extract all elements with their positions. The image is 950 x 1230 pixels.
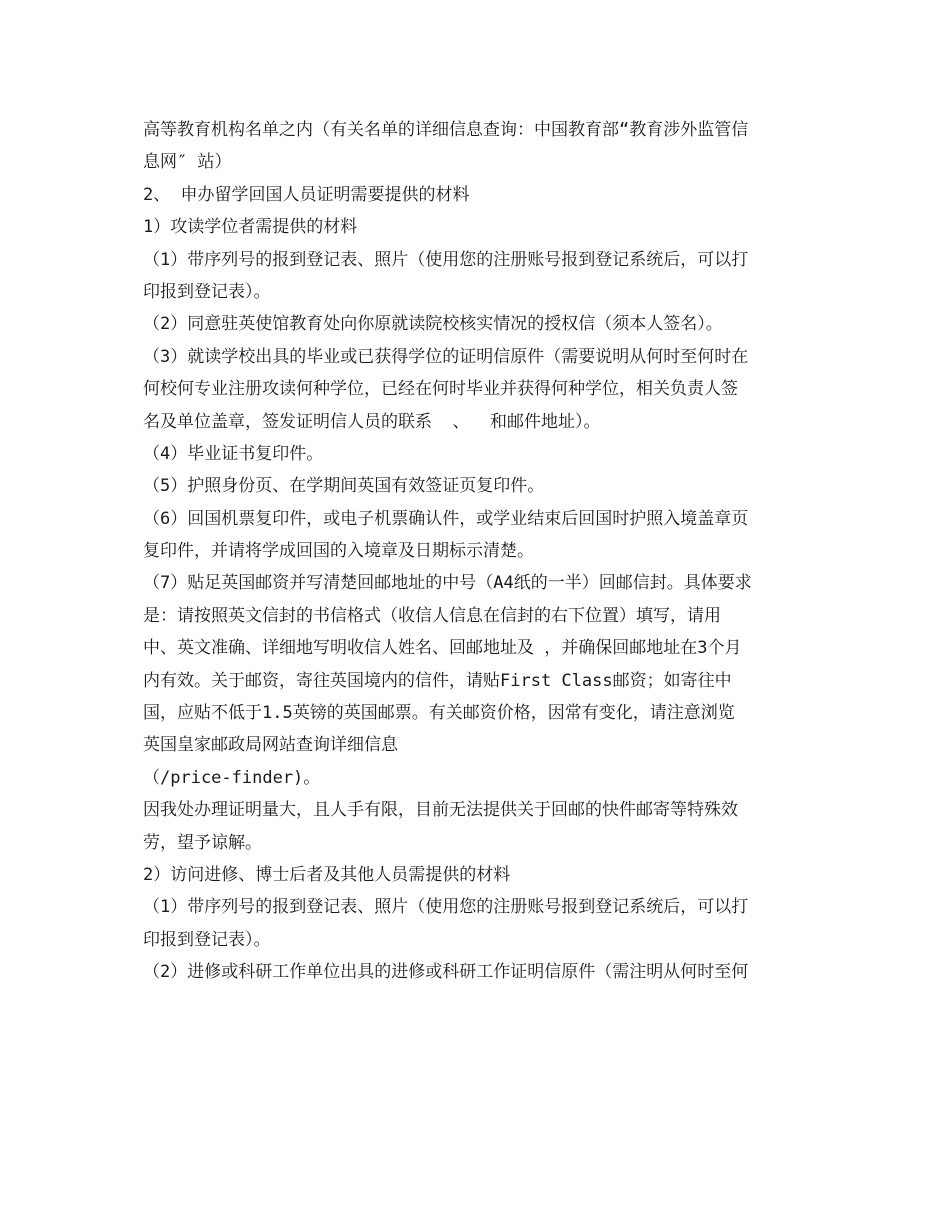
text-line: （1）带序列号的报到登记表、照片（使用您的注册账号报到登记系统后，可以打 — [143, 249, 749, 270]
text-line: （1）带序列号的报到登记表、照片（使用您的注册账号报到登记系统后，可以打 — [143, 897, 749, 918]
text-line: 国，应贴不低于1.5英镑的英国邮票。有关邮资价格，因常有变化，请注意浏览 — [143, 703, 735, 724]
text-line: 2）访问进修、博士后者及其他人员需提供的材料 — [143, 864, 511, 885]
text-line: （7）贴足英国邮资并写清楚回邮地址的中号（A4纸的一半）回邮信封。具体要求 — [143, 573, 752, 594]
text-line: 印报到登记表）。 — [143, 281, 271, 302]
text-line: （3）就读学校出具的毕业或已获得学位的证明信原件（需要说明从何时至何时在 — [143, 346, 749, 367]
text-line: 印报到登记表）。 — [143, 929, 271, 950]
text-line: 中、英文准确、详细地写明收信人姓名、回邮地址及 ，并确保回邮地址在3个月 — [143, 638, 742, 659]
text-line: （6）回国机票复印件，或电子机票确认件，或学业结束后回国时护照入境盖章页 — [143, 508, 749, 529]
document-body — [143, 114, 815, 989]
text-line: 复印件，并请将学成回国的入境章及日期标示清楚。 — [143, 541, 534, 562]
text-line: 因我处办理证明量大，且人手有限，目前无法提供关于回邮的快件邮寄等特殊效 — [143, 800, 738, 821]
text-line: （4）毕业证书复印件。 — [143, 443, 324, 464]
text-line: 息网″ 站） — [143, 152, 232, 173]
text-line: （5）护照身份页、在学期间英国有效签证页复印件。 — [143, 476, 545, 497]
text-line: （2）同意驻英使馆教育处向你原就读院校核实情况的授权信（须本人签名）。 — [143, 314, 723, 335]
text-line: 2、 申办留学回国人员证明需要提供的材料 — [143, 184, 470, 205]
text-line: 劳，望予谅解。 — [143, 832, 262, 853]
text-line: （2）进修或科研工作单位出具的进修或科研工作证明信原件（需注明从何时至何 — [143, 962, 749, 983]
text-line: 高等教育机构名单之内（有关名单的详细信息查询：中国教育部“教育涉外监管信 — [143, 120, 749, 140]
text-line: 名及单位盖章，签发证明信人员的联系 、 和邮件地址）。 — [143, 411, 601, 432]
text-line: 是：请按照英文信封的书信格式（收信人信息在信封的右下位置）填写，请用 — [143, 605, 721, 626]
text-line: 英国皇家邮政局网站查询详细信息 — [143, 735, 398, 756]
text-line: 内有效。关于邮资，寄往英国境内的信件，请贴First Class邮资；如寄往中 — [143, 670, 732, 691]
text-line: 1）攻读学位者需提供的材料 — [143, 217, 358, 238]
text-line: （/price-finder)。 — [143, 767, 321, 788]
text-line: 何校何专业注册攻读何种学位，已经在何时毕业并获得何种学位，相关负责人签 — [143, 379, 738, 400]
